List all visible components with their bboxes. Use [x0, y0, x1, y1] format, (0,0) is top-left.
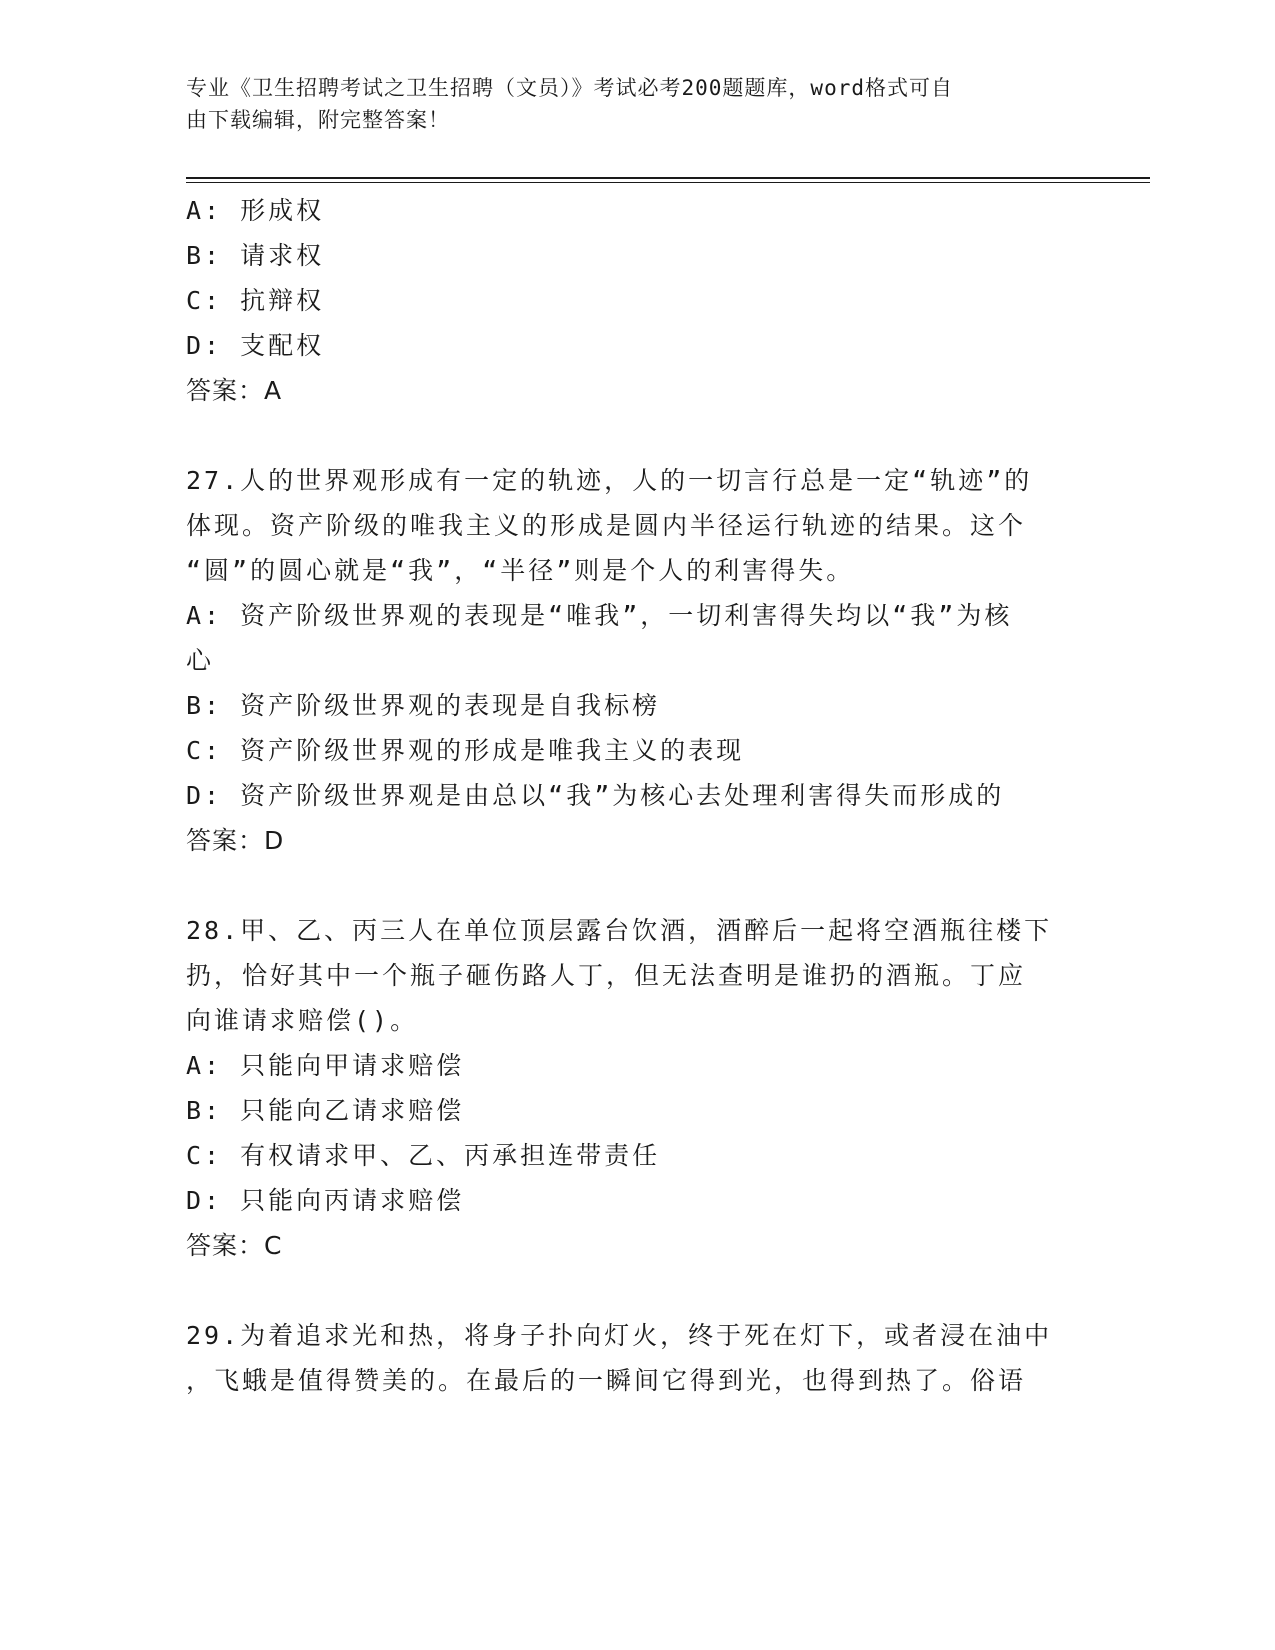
question-stem-line: 28.甲、乙、丙三人在单位顶层露台饮酒，酒醉后一起将空酒瓶往楼下: [186, 916, 1053, 945]
answer: 答案：D: [186, 826, 285, 855]
option-d: D: 支配权: [186, 331, 325, 360]
header-line-1: 专业《卫生招聘考试之卫生招聘（文员）》考试必考200题题库，word格式可自: [186, 76, 953, 100]
page-header: [186, 72, 1066, 136]
spacer: [186, 413, 1066, 458]
question-stem-line: 扔，恰好其中一个瓶子砸伤路人丁，但无法查明是谁扔的酒瓶。丁应: [186, 961, 1027, 990]
option-c: C: 抗辩权: [186, 286, 325, 315]
question-stem-line: “圆”的圆心就是“我”，“半径”则是个人的利害得失。: [186, 556, 855, 585]
option-b: B: 只能向乙请求赔偿: [186, 1096, 465, 1125]
header-divider: [186, 177, 1150, 183]
answer: 答案：C: [186, 1231, 283, 1260]
question-26: [186, 188, 1066, 413]
question-stem-line: ，飞蛾是值得赞美的。在最后的一瞬间它得到光，也得到热了。俗语: [186, 1366, 1027, 1395]
answer: 答案：A: [186, 376, 283, 405]
option-c: C: 有权请求甲、乙、丙承担连带责任: [186, 1141, 661, 1170]
question-stem-line: 向谁请求赔偿()。: [186, 1006, 419, 1035]
option-a: A: 只能向甲请求赔偿: [186, 1051, 465, 1080]
spacer: [186, 863, 1066, 908]
option-a: A: 资产阶级世界观的表现是“唯我”，一切利害得失均以“我”为核: [186, 601, 1013, 630]
option-b: B: 资产阶级世界观的表现是自我标榜: [186, 691, 661, 720]
question-stem-line: 体现。资产阶级的唯我主义的形成是圆内半径运行轨迹的结果。这个: [186, 511, 1027, 540]
question-stem-line: 29.为着追求光和热，将身子扑向灯火，终于死在灯下，或者浸在油中: [186, 1321, 1053, 1350]
option-c: C: 资产阶级世界观的形成是唯我主义的表现: [186, 736, 745, 765]
question-29: [186, 1313, 1066, 1403]
option-b: B: 请求权: [186, 241, 325, 270]
option-a: A: 形成权: [186, 196, 325, 225]
question-27: [186, 458, 1066, 863]
option-a-continued: 心: [186, 646, 215, 675]
spacer: [186, 1268, 1066, 1313]
question-stem-line: 27.人的世界观形成有一定的轨迹，人的一切言行总是一定“轨迹”的: [186, 466, 1033, 495]
document-body: [186, 188, 1066, 1403]
option-d: D: 只能向丙请求赔偿: [186, 1186, 465, 1215]
header-line-2: 由下载编辑，附完整答案！: [186, 108, 450, 132]
question-28: [186, 908, 1066, 1268]
option-d: D: 资产阶级世界观是由总以“我”为核心去处理利害得失而形成的: [186, 781, 1005, 810]
